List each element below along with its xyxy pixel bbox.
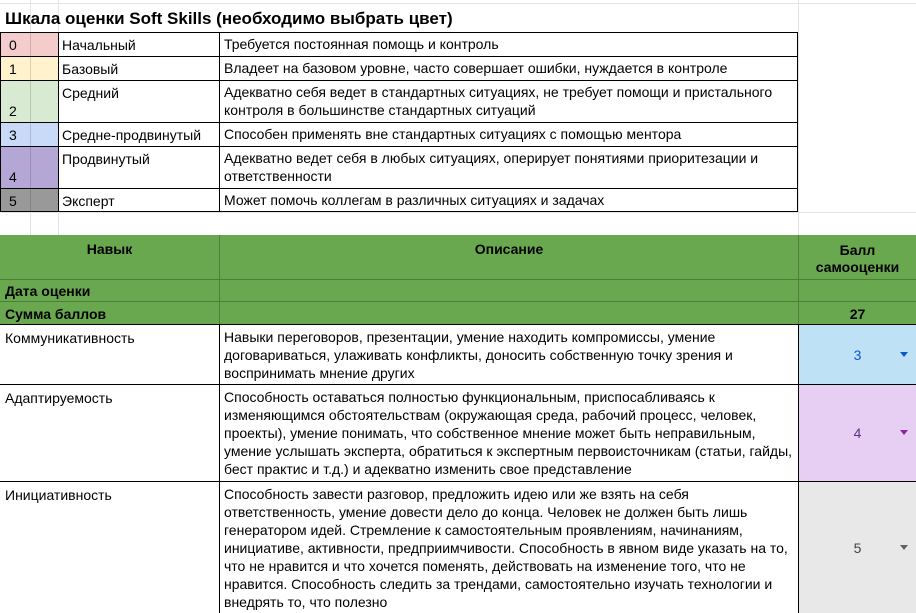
header-skill[interactable]: Навык [86, 241, 133, 257]
level-description[interactable]: Требуется постоянная помощь и контроль [224, 36, 499, 52]
level-name[interactable]: Средне-продвинутый [62, 127, 202, 143]
score-value: 3 [853, 346, 862, 363]
level-description[interactable]: Владеет на базовом уровне, часто совершает ошибки, нуждается в контроле [224, 60, 728, 76]
level-description[interactable]: Адекватно ведет себя в любых ситуациях, оперирует понятиями приоритезации и ответственности [224, 150, 759, 184]
level-number[interactable]: 3 [9, 127, 17, 143]
level-description[interactable]: Адекватно себя ведет в стандартных ситуациях, не требует помощи и пристального контроля в большинстве стандартных ситуаций [224, 84, 773, 118]
header-score-line1: Балл [839, 242, 876, 258]
level-number[interactable]: 1 [9, 61, 17, 77]
skill-name[interactable]: Инициативность [5, 487, 112, 503]
header-description[interactable]: Описание [474, 241, 544, 257]
dropdown-arrow-icon[interactable] [900, 430, 908, 435]
sum-label[interactable]: Сумма баллов [5, 306, 107, 322]
level-name[interactable]: Эксперт [62, 193, 115, 209]
level-description[interactable]: Может помочь коллегам в различных ситуациях и задачах [224, 192, 605, 208]
score-dropdown[interactable] [799, 385, 916, 481]
header-score-line2: самооценки [815, 259, 900, 275]
date-label[interactable]: Дата оценки [5, 283, 91, 299]
dropdown-arrow-icon[interactable] [900, 352, 908, 357]
skill-description[interactable]: Способность оставаться полностью функциональным, приспосабливаясь к изменяющимся обстоятельствам (окружающая среда, рабочий процесс, человек, проекты), умение понимать, что собственное мнение может быть неправильным, умение услышать эксперта, обратиться к экспертным первоисточникам (статьи, гайды, бест практис и т.д.) и адекватно изменить свое представление [224, 389, 793, 477]
level-name[interactable]: Средний [62, 85, 119, 101]
score-value: 4 [853, 425, 862, 441]
header-score[interactable] [799, 242, 916, 276]
level-name[interactable]: Начальный [62, 37, 136, 53]
score-dropdown[interactable] [799, 482, 916, 613]
level-number[interactable]: 2 [9, 103, 17, 119]
dropdown-arrow-icon[interactable] [900, 545, 908, 550]
level-number[interactable]: 4 [9, 169, 17, 185]
skill-description[interactable]: Способность завести разговор, предложить идею или же взять на себя ответственность, умение довести дело до конца. Человек не должен быть лишь генератором идей. Стремление к самостоятельным проявлениям, начинаниям, инициативе, активности, предприимчивости. Способность в явном виде указать на то, что не нравится и что хочется поменять, действовать на изменение того, что не нравится. Способность следить за трендами, самостоятельно изучать технологии и внедрять то, что полезно [224, 486, 788, 610]
level-name[interactable]: Продвинутый [62, 151, 150, 167]
score-value: 5 [853, 539, 862, 556]
sum-value[interactable]: 27 [849, 306, 866, 322]
skill-name[interactable]: Адаптируемость [5, 390, 113, 406]
scale-title[interactable]: Шкала оценки Soft Skills (необходимо выбрать цвет) [5, 9, 453, 28]
level-number[interactable]: 0 [9, 37, 17, 53]
level-description[interactable]: Способен применять вне стандартных ситуациях с помощью ментора [224, 126, 682, 142]
level-name[interactable]: Базовый [62, 61, 119, 77]
skill-description[interactable]: Навыки переговоров, презентации, умение находить компромиссы, умение договариваться, улаживать конфликты, доносить собственную точку зрения и воспринимать мнение других [224, 329, 733, 381]
score-dropdown[interactable] [799, 325, 916, 384]
skill-name[interactable]: Коммуникативность [5, 330, 135, 346]
level-number[interactable]: 5 [9, 193, 17, 209]
